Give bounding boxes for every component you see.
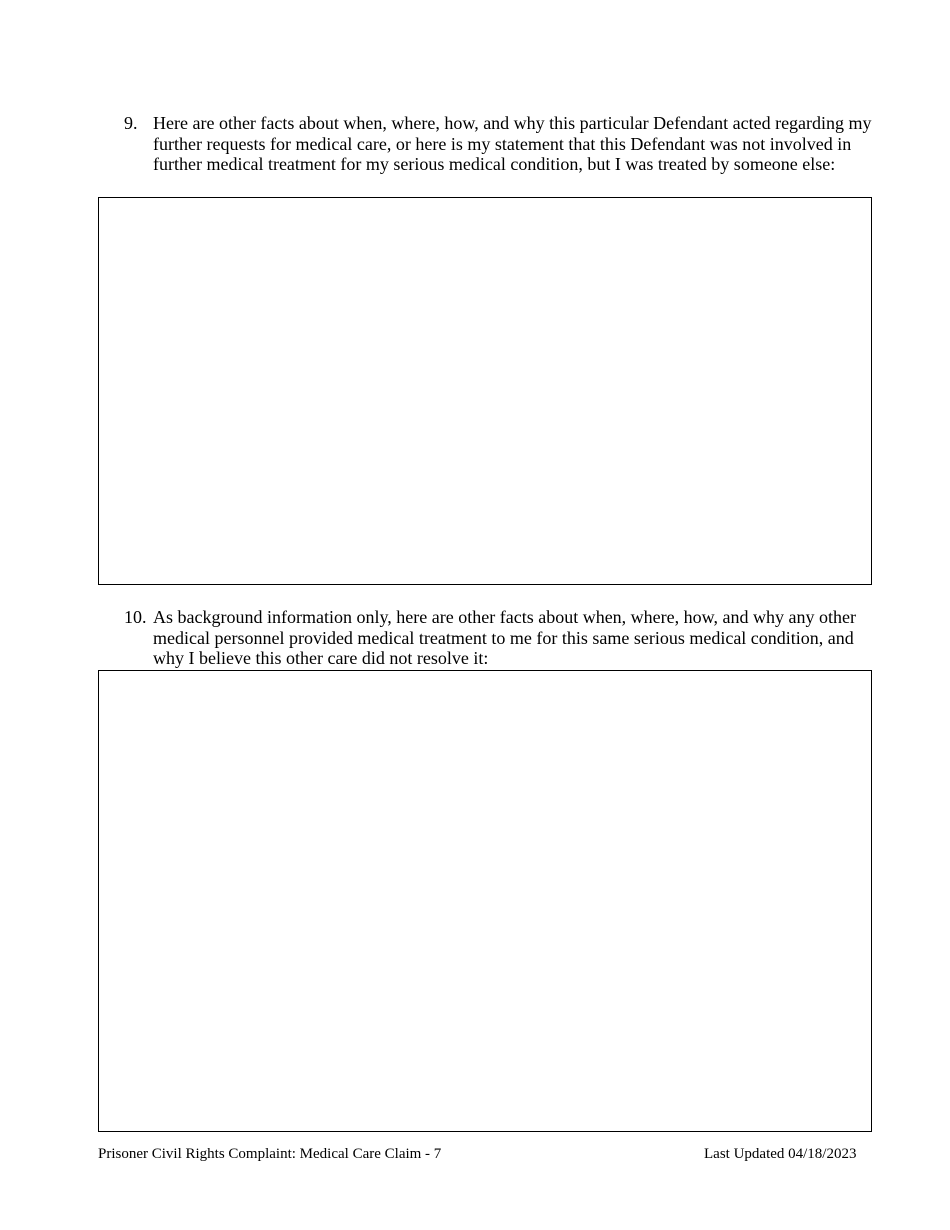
answer-box-9[interactable] (98, 197, 872, 585)
question-text: Here are other facts about when, where, how, and why this particular Defendant acted regarding my further requests for medical care, or here is my statement that this Defendant was not involved in further medical treatment for my serious medical condition, but I was treated by someone else: (153, 113, 872, 174)
question-9 (124, 113, 876, 175)
question-10 (124, 607, 876, 669)
answer-box-10[interactable] (98, 670, 872, 1132)
footer-title: Prisoner Civil Rights Complaint: Medical Care Claim - 7 (98, 1146, 442, 1162)
question-number: 9. (124, 113, 138, 133)
question-number: 10. (124, 607, 147, 627)
footer-updated-date: Last Updated 04/18/2023 (704, 1146, 857, 1162)
question-text: As background information only, here are other facts about when, where, how, and why any other medical personnel provided medical treatment to me for this same serious medical condition, and why I believe this other care did not resolve it: (153, 607, 856, 668)
